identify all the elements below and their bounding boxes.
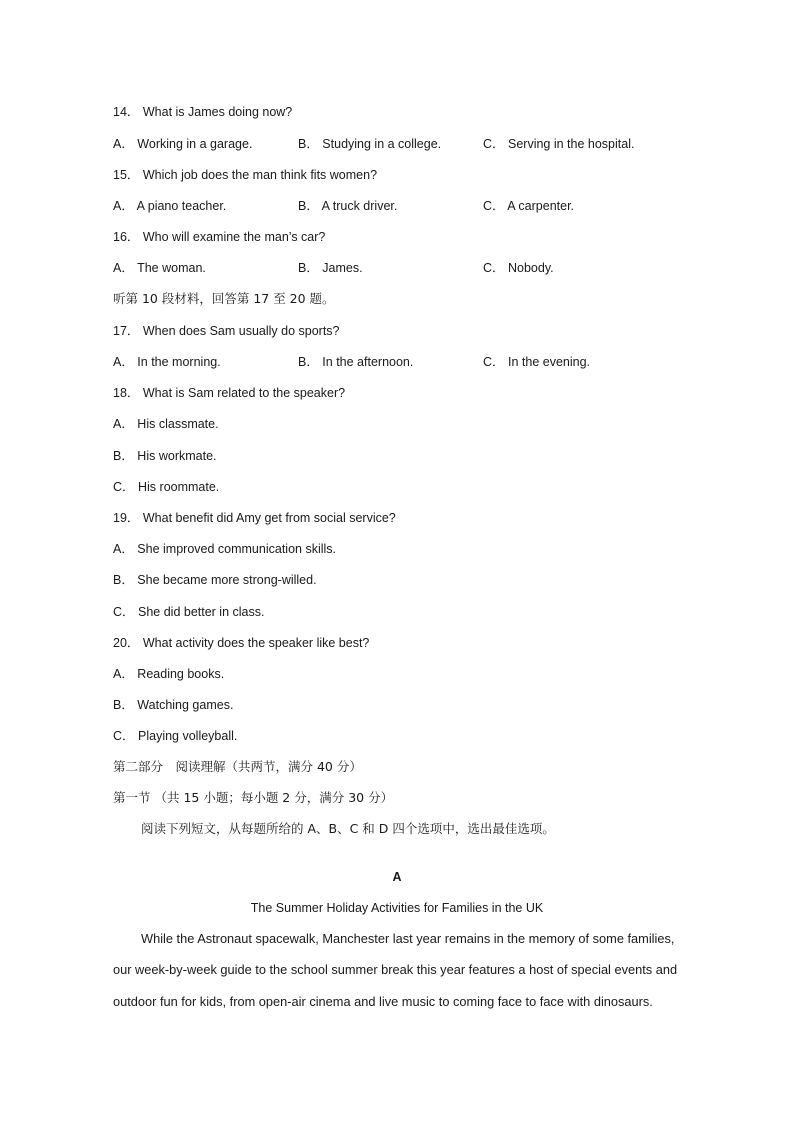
q18-option-b: B． His workmate.: [113, 449, 217, 463]
q15-option-c: C． A carpenter.: [483, 199, 575, 213]
question-16: 16． Who will examine the man’s car?: [113, 230, 326, 244]
part-two-heading: 第二部分 阅读理解（共两节，满分 40 分）: [113, 759, 362, 774]
q19-option-a: A． She improved communication skills.: [113, 542, 336, 556]
passage-line-3: outdoor fun for kids, from open-air cinema and live music to coming face to face with dinosaurs.: [113, 994, 653, 1009]
q17-option-c: C． In the evening.: [483, 355, 591, 369]
passage-letter: A: [392, 870, 402, 884]
q19-option-c: C． She did better in class.: [113, 605, 265, 619]
q20-option-a: A． Reading books.: [113, 667, 225, 681]
q16-option-b: B． James.: [298, 261, 363, 275]
q14-option-c: C． Serving in the hospital.: [483, 137, 635, 151]
question-18: 18． What is Sam related to the speaker?: [113, 386, 346, 400]
passage-title: The Summer Holiday Activities for Families in the UK: [250, 901, 544, 915]
q19-option-b: B． She became more strong-willed.: [113, 573, 317, 587]
section-10-heading: 听第 10 段材料，回答第 17 至 20 题。: [113, 291, 335, 306]
question-20: 20． What activity does the speaker like best?: [113, 636, 370, 650]
q17-option-a: A． In the morning.: [113, 355, 221, 369]
q18-option-c: C． His roommate.: [113, 480, 220, 494]
passage-line-2: our week-by-week guide to the school summer break this year features a host of special events and: [113, 962, 678, 977]
q14-option-a: A． Working in a garage.: [113, 137, 253, 151]
reading-instruction: 阅读下列短文，从每题所给的 A、B、C 和 D 四个选项中，选出最佳选项。: [141, 821, 555, 836]
q18-option-a: A． His classmate.: [113, 417, 219, 431]
q17-option-b: B． In the afternoon.: [298, 355, 414, 369]
question-17: 17． When does Sam usually do sports?: [113, 324, 340, 338]
section-one-heading: 第一节 （共 15 小题；每小题 2 分，满分 30 分）: [113, 790, 394, 805]
passage-line-1: While the Astronaut spacewalk, Manchester last year remains in the memory of some families,: [141, 931, 675, 946]
question-15: 15． Which job does the man think fits women?: [113, 168, 378, 182]
q16-option-c: C． Nobody.: [483, 261, 554, 275]
q20-option-c: C． Playing volleyball.: [113, 729, 238, 743]
question-19: 19． What benefit did Amy get from social service?: [113, 511, 396, 525]
question-14: 14． What is James doing now?: [113, 105, 293, 119]
q15-option-a: A． A piano teacher.: [113, 199, 227, 213]
q15-option-b: B． A truck driver.: [298, 199, 398, 213]
q16-option-a: A． The woman.: [113, 261, 206, 275]
q20-option-b: B． Watching games.: [113, 698, 234, 712]
q14-option-b: B． Studying in a college.: [298, 137, 442, 151]
